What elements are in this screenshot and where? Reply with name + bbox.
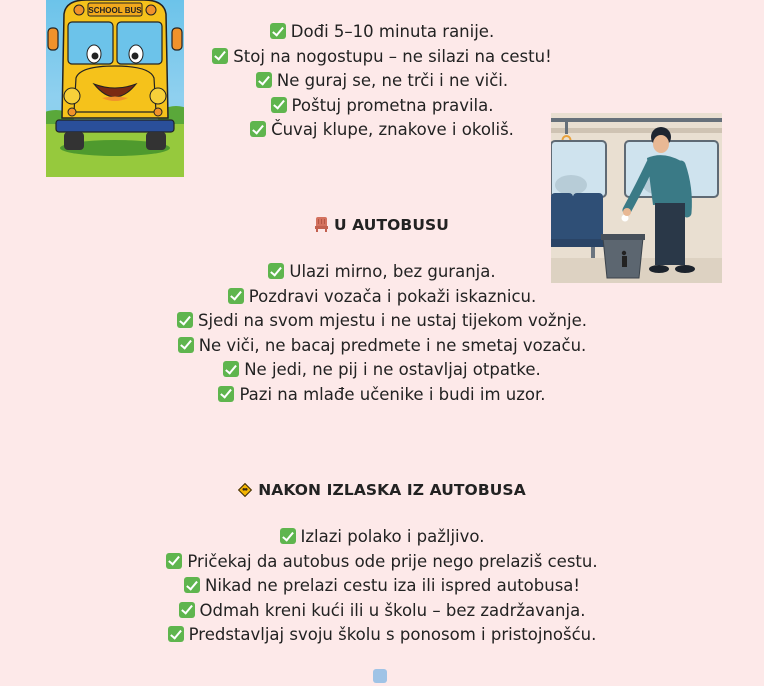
- cutoff-text-line: [0, 666, 764, 686]
- list-item-text: Pazi na mlađe učenike i budi im uzor.: [239, 384, 546, 404]
- children-crossing-icon: [238, 483, 252, 497]
- list-item-text: Ulazi mirno, bez guranja.: [289, 262, 496, 281]
- check-icon: [184, 577, 200, 593]
- list-item-text: Pozdravi vozača i pokaži iskaznicu.: [248, 286, 537, 306]
- list-item-text: Poštuj prometna pravila.: [291, 95, 494, 115]
- check-icon: [168, 626, 184, 642]
- info-icon: [373, 669, 387, 683]
- list-item: [0, 260, 764, 285]
- section-title: NAKON IZLASKA IZ AUTOBUSA: [258, 481, 526, 499]
- list-item-text: Sjedi na svom mjestu i ne ustaj tijekom vožnje.: [198, 311, 587, 331]
- list-item: [0, 94, 764, 119]
- check-icon: [280, 528, 296, 544]
- list-item: [0, 383, 764, 408]
- list-item: [0, 285, 764, 310]
- seat-icon: [315, 217, 328, 232]
- list-item-text: Pričekaj da autobus ode prije nego prelaziš cestu.: [187, 551, 598, 571]
- check-icon: [212, 48, 228, 64]
- list-item-text: Stoj na nogostupu – ne silazi na cestu!: [233, 46, 552, 66]
- check-icon: [250, 121, 266, 137]
- check-icon: [178, 337, 194, 353]
- check-icon: [256, 72, 272, 88]
- check-icon: [166, 553, 182, 569]
- list-item: [0, 309, 764, 334]
- list-item-text: Čuvaj klupe, znakove i okoliš.: [271, 120, 514, 140]
- list-item: [0, 574, 764, 599]
- svg-text:SCHOOL BUS: SCHOOL BUS: [88, 6, 142, 15]
- list-item: [0, 525, 764, 550]
- section-heading-on-bus: [0, 213, 764, 237]
- check-icon: [179, 602, 195, 618]
- list-item: [0, 20, 764, 45]
- list-item: [0, 45, 764, 70]
- list-item-text: Dođi 5–10 minuta ranije.: [290, 22, 495, 41]
- on-bus-rules-list: [0, 260, 764, 408]
- check-icon: [228, 288, 244, 304]
- section-heading-after-exit: [0, 478, 764, 502]
- list-item: [0, 334, 764, 359]
- list-item: [0, 599, 764, 624]
- list-item: [0, 118, 764, 143]
- list-item-text: Nikad ne prelazi cestu iza ili ispred autobusa!: [204, 576, 581, 596]
- list-item: [0, 69, 764, 94]
- list-item-text: Predstavljaj svoju školu s ponosom i pristojnošću.: [188, 625, 597, 645]
- list-item: [0, 623, 764, 648]
- check-icon: [271, 97, 287, 113]
- check-icon: [177, 312, 193, 328]
- after-exit-rules-list: [0, 525, 764, 648]
- check-icon: [223, 361, 239, 377]
- check-icon: [270, 23, 286, 39]
- section-title: U AUTOBUSU: [334, 216, 449, 234]
- list-item-text: Ne jedi, ne pij i ne ostavljaj otpatke.: [244, 360, 541, 380]
- list-item: [0, 550, 764, 575]
- list-item-text: Ne viči, ne bacaj predmete i ne smetaj vozaču.: [198, 335, 587, 355]
- list-item: [0, 358, 764, 383]
- waiting-rules-list: [0, 20, 764, 143]
- check-icon: [218, 386, 234, 402]
- list-item-text: Izlazi polako i pažljivo.: [300, 527, 485, 546]
- list-item-text: Odmah kreni kući ili u školu – bez zadržavanja.: [199, 600, 586, 620]
- list-item-text: Ne guraj se, ne trči i ne viči.: [276, 71, 509, 91]
- check-icon: [268, 263, 284, 279]
